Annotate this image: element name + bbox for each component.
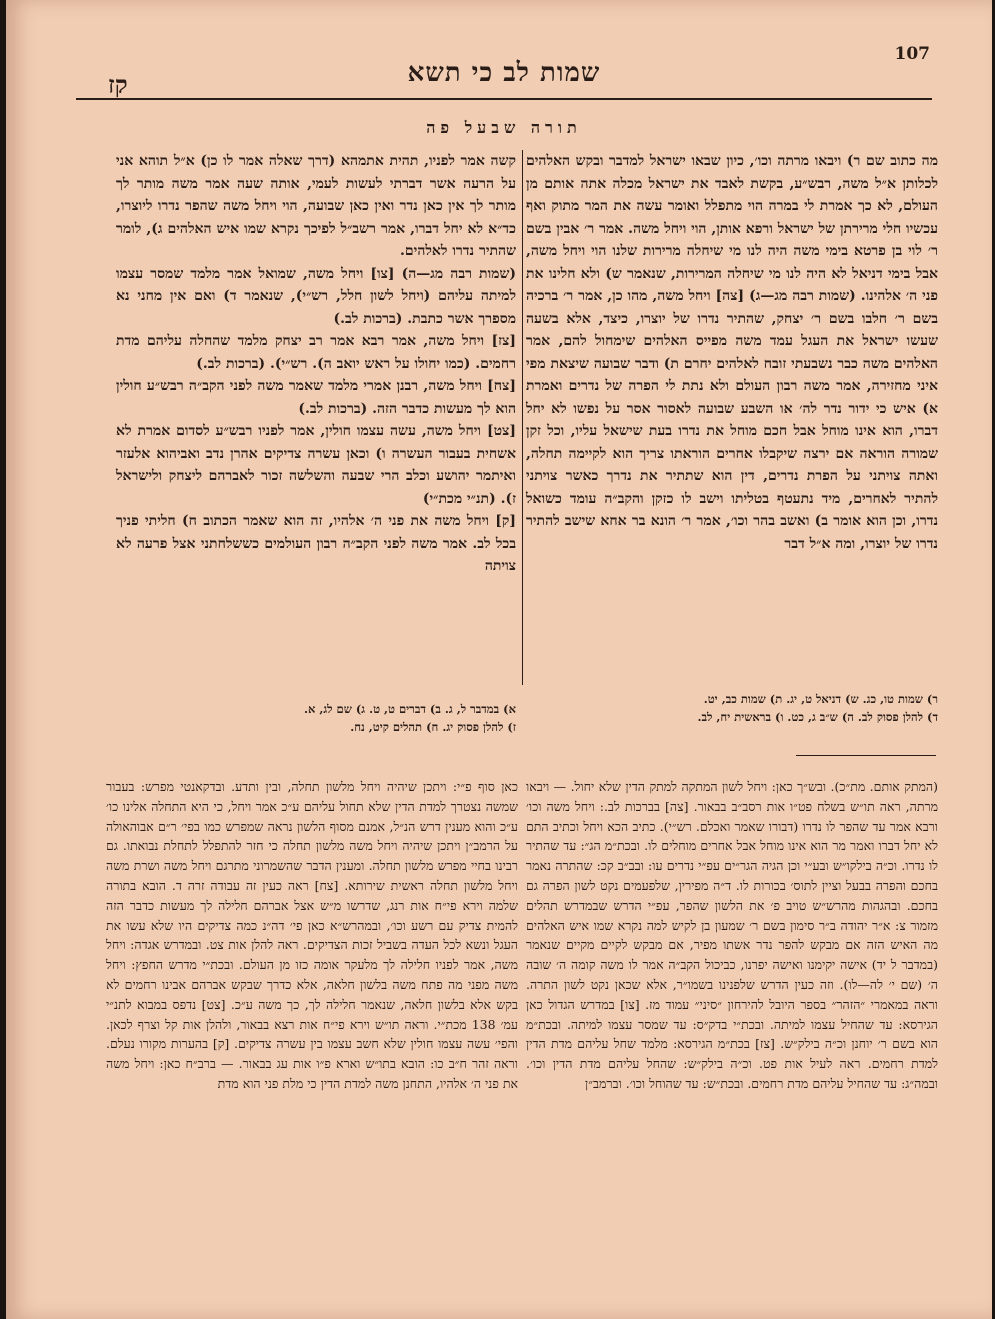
commentary-right-column bbox=[526, 777, 938, 1094]
footnotes-right bbox=[526, 690, 938, 726]
main-text-left-column bbox=[116, 150, 516, 578]
book-page bbox=[6, 0, 992, 1319]
page-number: 107 bbox=[894, 44, 930, 64]
hebrew-page-number: קז bbox=[108, 70, 128, 99]
main-text-paragraph: קשה אמר לפניו, תהית אתמהא (דרך שאלה אמר לו כן) א״ל תוהא אני על הרעה אשר דברתי לעשות לעמי, אותה שעה אמר משה מותר לך מותר לך אין כאן נדר ואין כאן שבועה, הוי ויחל משה שהפר נדרו ליוצרו, כד״א לא יחל דברו, אמר רשב״ל לפיכך נקרא שמו איש האלהים ג), לומר שהתיר נדרו לאלהים. bbox=[116, 153, 516, 259]
header-rule bbox=[76, 98, 932, 100]
commentary-left-column bbox=[106, 777, 518, 1094]
commentary-paragraph: (המתק אותם. מת״כ). ובש״ך כאן: ויחל לשון המתקה למתק הדין שלא יחול. — ויבאו מרתה, ראה תו״ש בשלח פט״ו אות רסב״ב בבאור. [צה] בברכות לב.: ויחל משה וכו׳ ורבא אמר עד שהפר לו נדרו (דבורו שאמר ואכלם. רש״י). כתיב הכא ויחל וכתיב התם לא יחל דברו ואמר מר הוא אינו מוחל אבל אחרים מוחלים לו. ובכת״מ הג״: עד שהתיר לו נדרו. וכ״ה בילקו״ש ובע״י וכן הגיה הגר״ים עפ״י נדרים עו: ובב״ב קכ: שהתרה נאמר בחכם והפרה בבעל וציין לתוס׳ בכורות לו. ד״ה מפירין, שלפעמים נקט לשון הפרה גם בחכם. ובהגהות מהרש״ש טויב פ׳ את הלשון שהפר, עפ״י הדרש שבמדרש תהלים מזמור צ: א״ר יהודה ב״ר סימון בשם ר׳ שמעון בן לקיש למה נקרא שמו איש האלהים מה האיש הזה אם מבקש להפר נדר אשתו מפיר, אם מבקש לקיים מקיים שנאמר (במדבר ל יד) אישה יקימנו ואישה יפרנו, כביכול הקב״ה אמר לו משה קומה ה׳ שובה ה׳ (שם י׳ לה—לו). וזה כעין הדרש שלפנינו בשמו״ר, אלא שכאן נקט לשון התרה. וראה במאמרי ״הזהר״ בספר היובל להירחון ״סיני״ עמוד מז. [צו] במדרש הגדול כאן הגירסא: עד שהחיל עצמו למיתה. ובכת״י בדק״ס: עד שמסר עצמו למיתה. ובכת״מ הוא בשם ר׳ יוחנן וכ״ה בילק״ש. [צז] בכת״מ הגירסא: מלמד שחל עליהם מדת הדין למדת רחמים. ראה לעיל אות פט. וכ״ה בילק״ש: שהחל עליהם מדת הדין וכו׳. ובמה״ג: עד שהחיל עליהם מדת רחמים. ובכת״ש: עד שהוחל וכו׳. וברמב״ן bbox=[526, 779, 938, 1091]
footnote-line: א) במדבר ל, ג. ב) דברים ט, ט. ג) שם לג, א. bbox=[303, 702, 516, 716]
section-title: תורה שבעל פה bbox=[426, 118, 582, 137]
running-head bbox=[76, 40, 932, 100]
main-text-paragraph: [צט] ויחל משה, עשה עצמו חולין, אמר לפניו רבש״ע לסדום אמרת לא אשחית בעבור העשרה ו) וכאן עשרה צדיקים אהרן נדב ואביהוא אלעזר ואיתמר יהושע וכלב הרי שבעה והשלשה זכור לאברהם ליצחק ולישראל ז). (תנ״י מכת״י) bbox=[116, 423, 516, 507]
main-text-paragraph: [ק] ויחל משה את פני ה׳ אלהיו, זה הוא שאמר הכתוב ח) חליתי פניך בכל לב. אמר משה לפני הקב״ה רבון העולמים כששלחתני אצל פרעה לא צויתה bbox=[116, 513, 516, 574]
footnote-line: ז) להלן פסוק יג. ח) תהלים קיט, נח. bbox=[350, 720, 516, 734]
commentary-rule bbox=[796, 755, 936, 756]
footnote-line: ר) שמות טו, כג. ש) דניאל ט, יג. ת) שמות כב, יט. bbox=[703, 692, 938, 706]
column-divider bbox=[522, 150, 523, 685]
footnotes-left bbox=[106, 700, 516, 736]
main-text-paragraph: מה כתוב שם ר) ויבאו מרתה וכו׳, כיון שבאו ישראל למדבר ובקש האלהים לכלותן א״ל משה, רבש״ע, בקשת לאבד את ישראל מכלה אתה אותם מן העולם, לא כך אמרת לי במרה הוי מתפלל ואומר עשה את המר מתוק ואף עכשיו חלי מרירתן של ישראל ורפא אותן, הוי ויחל משה. אמר ר׳ אבין בשם ר׳ לוי בן פרטא בימי משה היה לנו מי שיחלה מרירות שלנו הוי ויחל משה, אבל בימי דניאל לא היה לנו מי שיחלה המרירות, שנאמר ש) ולא חלינו את פני ה׳ אלהינו. (שמות רבה מג—ג) [צה] ויחל משה, מהו כן, אמר ר׳ ברכיה בשם ר׳ חלבו בשם ר׳ יצחק, שהתיר נדרו של יוצרו, כיצד, אלא בשעה שעשו ישראל את העגל עמד משה מפייס האלהים שימחול להם, אמר האלהים משה כבר נשבעתי זובח לאלהים יחרם ת) ודבר שבועה שיצאת מפי איני מחזירה, אמר משה רבון העולם ולא נתת לי הפרה של נדרים ואמרת א) איש כי ידור נדר לה׳ או השבע שבועה לאסור אסר על נפשו לא יחל דברו, הוא אינו מוחל אבל חכם מוחל את נדרו בעת שישאל עליו, וכל זקן שמורה הוראה אם ירצה שיקבלו אחרים הוראתו צריך הוא לקיימה תחלה, ואתה צויתני על הפרת נדרים, דין הוא שתתיר את נדרך כאשר צויתני להתיר לאחרים, מיד נתעטף בטליתו וישב לו כזקן והקב״ה עומד כשואל נדרו, וכן הוא אומר ב) ואשב בהר וכו׳, אמר ר׳ הונא בר אחא שישב להתיר נדרו של יוצרו, ומה א״ל דבר bbox=[526, 153, 938, 552]
footnote-line: ד) להלן פסוק לב. ה) ש״ב ג, כט. ו) בראשית יח, לב. bbox=[697, 710, 938, 724]
main-text-paragraph: [צז] ויחל משה, אמר רבא אמר רב יצחק מלמד שהחלה עליהם מדת רחמים. (כמו יחולו על ראש יואב ה). רש״י). (ברכות לב.) bbox=[116, 333, 516, 372]
main-text-paragraph: (שמות רבה מג—ה) [צו] ויחל משה, שמואל אמר מלמד שמסר עצמו למיתה עליהם (ויחל לשון חלל, רש״י), שנאמר ד) ואם אין מחני נא מספרך אשר כתבת. (ברכות לב.) bbox=[116, 265, 516, 327]
main-text-right-column bbox=[526, 150, 938, 555]
main-text-paragraph: [צח] ויחל משה, רבנן אמרי מלמד שאמר משה לפני הקב״ה רבש״ע חולין הוא לך מעשות כדבר הזה. (ברכות לב.) bbox=[116, 378, 516, 417]
book-title: שמות לב כי תשא bbox=[407, 58, 601, 88]
commentary-paragraph: כאן סוף פ״י: ויתכן שיהיה ויחל מלשון תחלה, ובין ותדע. ובדקאנטי מפרש: בעבור שמשה נצטרך למדת הדין שלא תחול עליהם ע״כ אמר ויחל, כי היא התחלה אלינו כו׳ ע״כ והוא מענין דרש הנ״ל, אמנם מסוף הלשון נראה שמפרש כמו בפי׳ ר״ם אבוהאולה על הרמב״ן ויתכן שיהיה ויחל משה מלשון תחלה כי חזר להתפלל לתחלת נבואתו. גם רבינו בחיי מפרש מלשון תחלה. ומענין הדבר שהשמרוני מתרגם ויחל משה ושרת משה ויחל מלשון תחלה ראשית שירותא. [צח] ראה כעין זה עבודה זרה ד. הובא בתורה שלמה וירא פי״ח אות רנג, שדרשו מ״ש אצל אברהם חלילה לך מעשות כדבר הזה להמית צדיק עם רשע וכו׳, ובמהרש״א כאן פי׳ דה״נ כמה צדיקים היו שלא עשו את העגל ונשא לכל העדה בשביל זכות הצדיקים. ראה להלן אות צט. ובמדרש אגדה: ויחל משה, אמר לפניו חלילה לך מלעקר אומה כזו מן העולם. ובכת״י מדרש החפץ: ויחל משה מפני מה פתח משה בלשון חלאה, אלא כדרך שבקש אברהם אבינו רחמים לא בקש אלא בלשון חלאה, שנאמר חלילה לך, כך משה ע״כ. [צט] נדפס במבוא לתנ״י עמ׳ 138 מכת״י. וראה תו״ש וירא פי״ח אות רצא בבאור, ולהלן אות קל וצרף לכאן. והפי׳ עשה עצמו חולין שלא חשב עצמו בין עשרה צדיקים. [ק] בהערות מקורו נעלם. וראה זהר ח״ב כו: הובא בתו״ש וארא פ״ו אות עג בבאור. — ברב״ח כאן: ויחל משה את פני ה׳ אלהיו, התחנן משה למדת הדין כי מלת פני הוא מדת bbox=[106, 779, 518, 1091]
